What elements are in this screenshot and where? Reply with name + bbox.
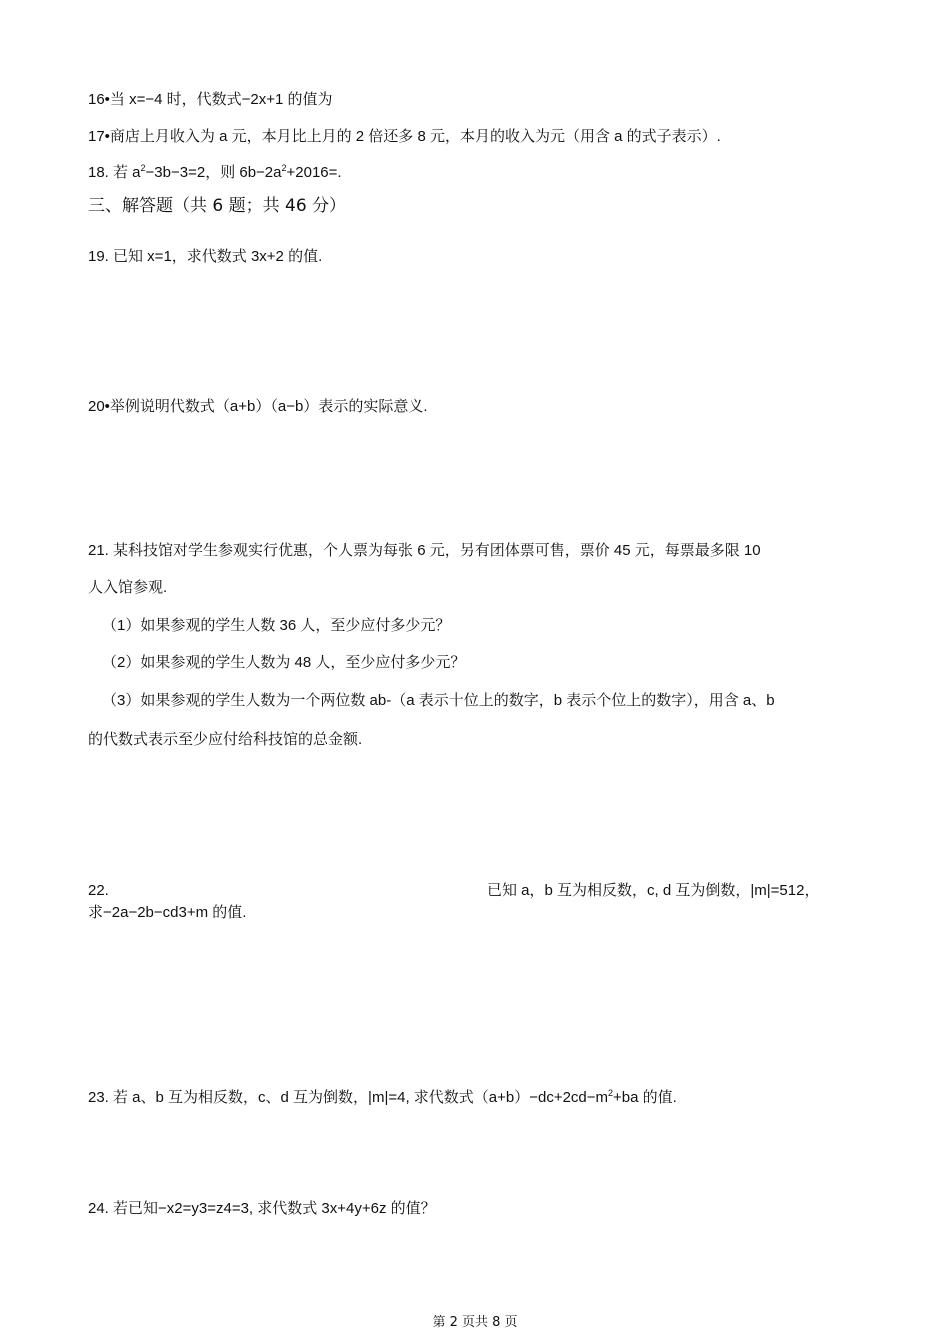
question-17: 17•商店上月收入为 a 元，本月比上月的 2 倍还多 8 元，本月的收入为元（用含 a 的式子表示）. <box>88 128 721 145</box>
question-24: 24. 若已知−x2=y3=z4=3, 求代数式 3x+4y+6z 的值？ <box>88 1200 436 1217</box>
question-22-number: 22. <box>88 882 109 899</box>
question-23 <box>88 1087 677 1109</box>
q18-prefix: 18. 若 a <box>88 164 141 181</box>
q18-mid: −3b−3=2，则 6b−2a <box>145 164 282 181</box>
question-19: 19. 已知 x=1，求代数式 3x+2 的值. <box>88 248 323 265</box>
q18-exponent-1: 2 <box>140 163 146 173</box>
question-22-line-2: 求−2a−2b−cd3+m 的值. <box>88 904 247 921</box>
question-22-text: 已知 a，b 互为相反数，c, d 互为倒数，|m|=512， <box>487 882 820 899</box>
question-21-part-2: （2）如果参观的学生人数为 48 人，至少应付多少元？ <box>102 654 466 671</box>
question-21-part-3-line-1: （3）如果参观的学生人数为一个两位数 ab-（a 表示十位上的数字，b 表示个位上的数字），用含 a、b <box>102 692 775 709</box>
q18-suffix: +2016=. <box>286 164 342 181</box>
q23-exponent: 2 <box>608 1088 614 1098</box>
q23-suffix: +ba 的值. <box>613 1089 677 1106</box>
question-20: 20•举例说明代数式（a+b）（a−b）表示的实际意义. <box>88 398 428 415</box>
question-18 <box>88 162 342 184</box>
q23-prefix: 23. 若 a、b 互为相反数，c、d 互为倒数，|m|=4, 求代数式（a+b）−dc+2cd−m <box>88 1089 609 1106</box>
question-21-part-1: （1）如果参观的学生人数 36 人，至少应付多少元？ <box>102 617 451 634</box>
question-16: 16•当 x=−4 时，代数式−2x+1 的值为 <box>88 91 333 108</box>
section-heading-solutions: 三、解答题（共 6 题；共 46 分） <box>88 196 347 216</box>
page-footer: 第 2 页共 8 页 <box>432 1315 518 1330</box>
question-21-line-2: 人入馆参观. <box>88 579 168 596</box>
q18-exponent-2: 2 <box>281 163 287 173</box>
question-21-part-3-line-2: 的代数式表示至少应付给科技馆的总金额. <box>88 731 363 748</box>
question-21-line-1: 21. 某科技馆对学生参观实行优惠，个人票为每张 6 元，另有团体票可售，票价 45 元，每票最多限 10 <box>88 542 761 559</box>
